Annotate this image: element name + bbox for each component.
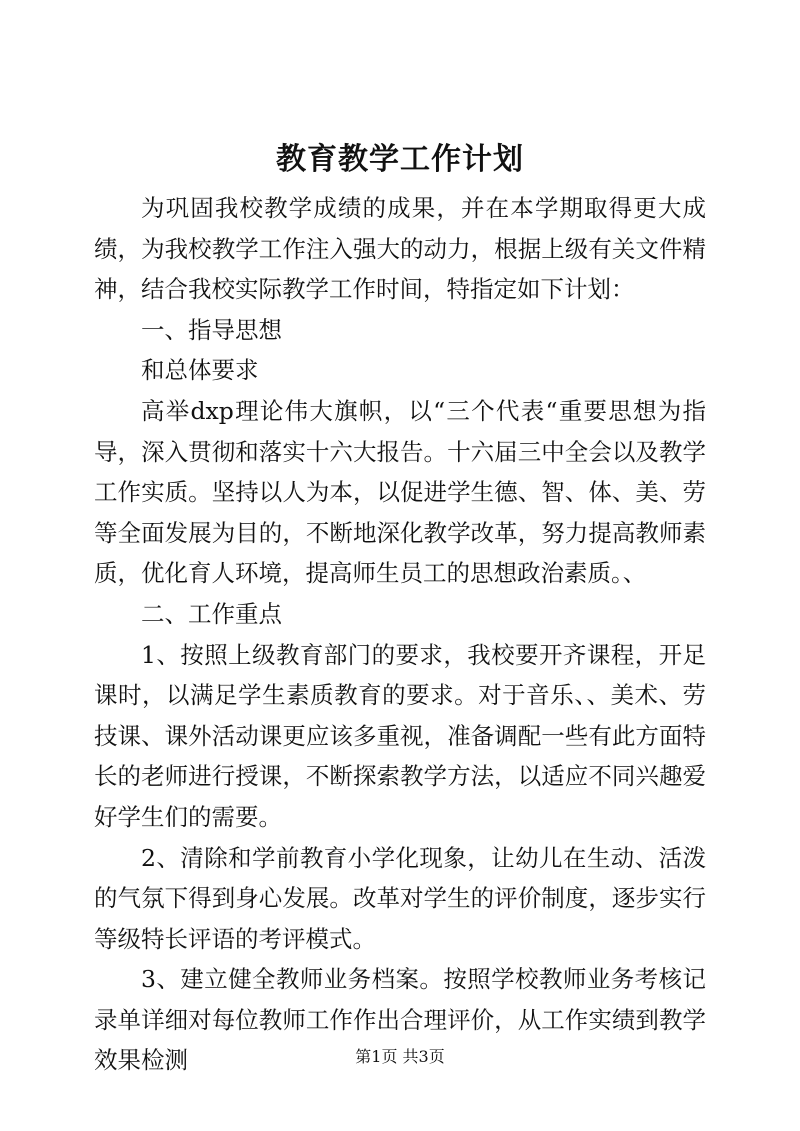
section-heading-work-focus: 二、工作重点: [141, 599, 282, 628]
work-focus-item-2: 2、清除和学前教育小学化现象，让幼儿在生动、活泼的气氛下得到身心发展。改革对学生的评价制度，逐步实行等级特长评语的考评模式。: [94, 843, 706, 953]
work-focus-item-3: 3、建立健全教师业务档案。按照学校教师业务考核记录单详细对每位教师工作作出合理评价，从工作实绩到教学效果检测: [94, 965, 706, 1075]
section-heading-guiding-ideology: 一、指导思想: [141, 315, 282, 344]
document-title: 教育教学工作计划: [276, 142, 524, 177]
work-focus-item-1: 1、按照上级教育部门的要求，我校要开齐课程，开足课时，以满足学生素质教育的要求。对于音乐、、美术、劳技课、课外活动课更应该多重视，准备调配一些有此方面特长的老师进行授课，不断探索教学方法，以适应不同兴趣爱好学生们的需要。: [94, 640, 706, 831]
page-footer: 第1页 共3页: [355, 1047, 445, 1066]
document-body: [94, 188, 706, 1081]
intro-paragraph: 为巩固我校教学成绩的成果，并在本学期取得更大成绩，为我校教学工作注入强大的动力，根据上级有关文件精神，结合我校实际教学工作时间，特指定如下计划：: [94, 194, 706, 304]
guiding-ideology-paragraph: 高举dxp理论伟大旗帜，以“三个代表“重要思想为指导，深入贯彻和落实十六大报告。十六届三中全会以及教学工作实质。坚持以人为本，以促进学生德、智、体、美、劳等全面发展为目的，不断地深化教学改革，努力提高教师素质，优化育人环境，提高师生员工的思想政治素质。、: [94, 396, 706, 588]
section-heading-overall-requirements: 和总体要求: [141, 356, 259, 385]
